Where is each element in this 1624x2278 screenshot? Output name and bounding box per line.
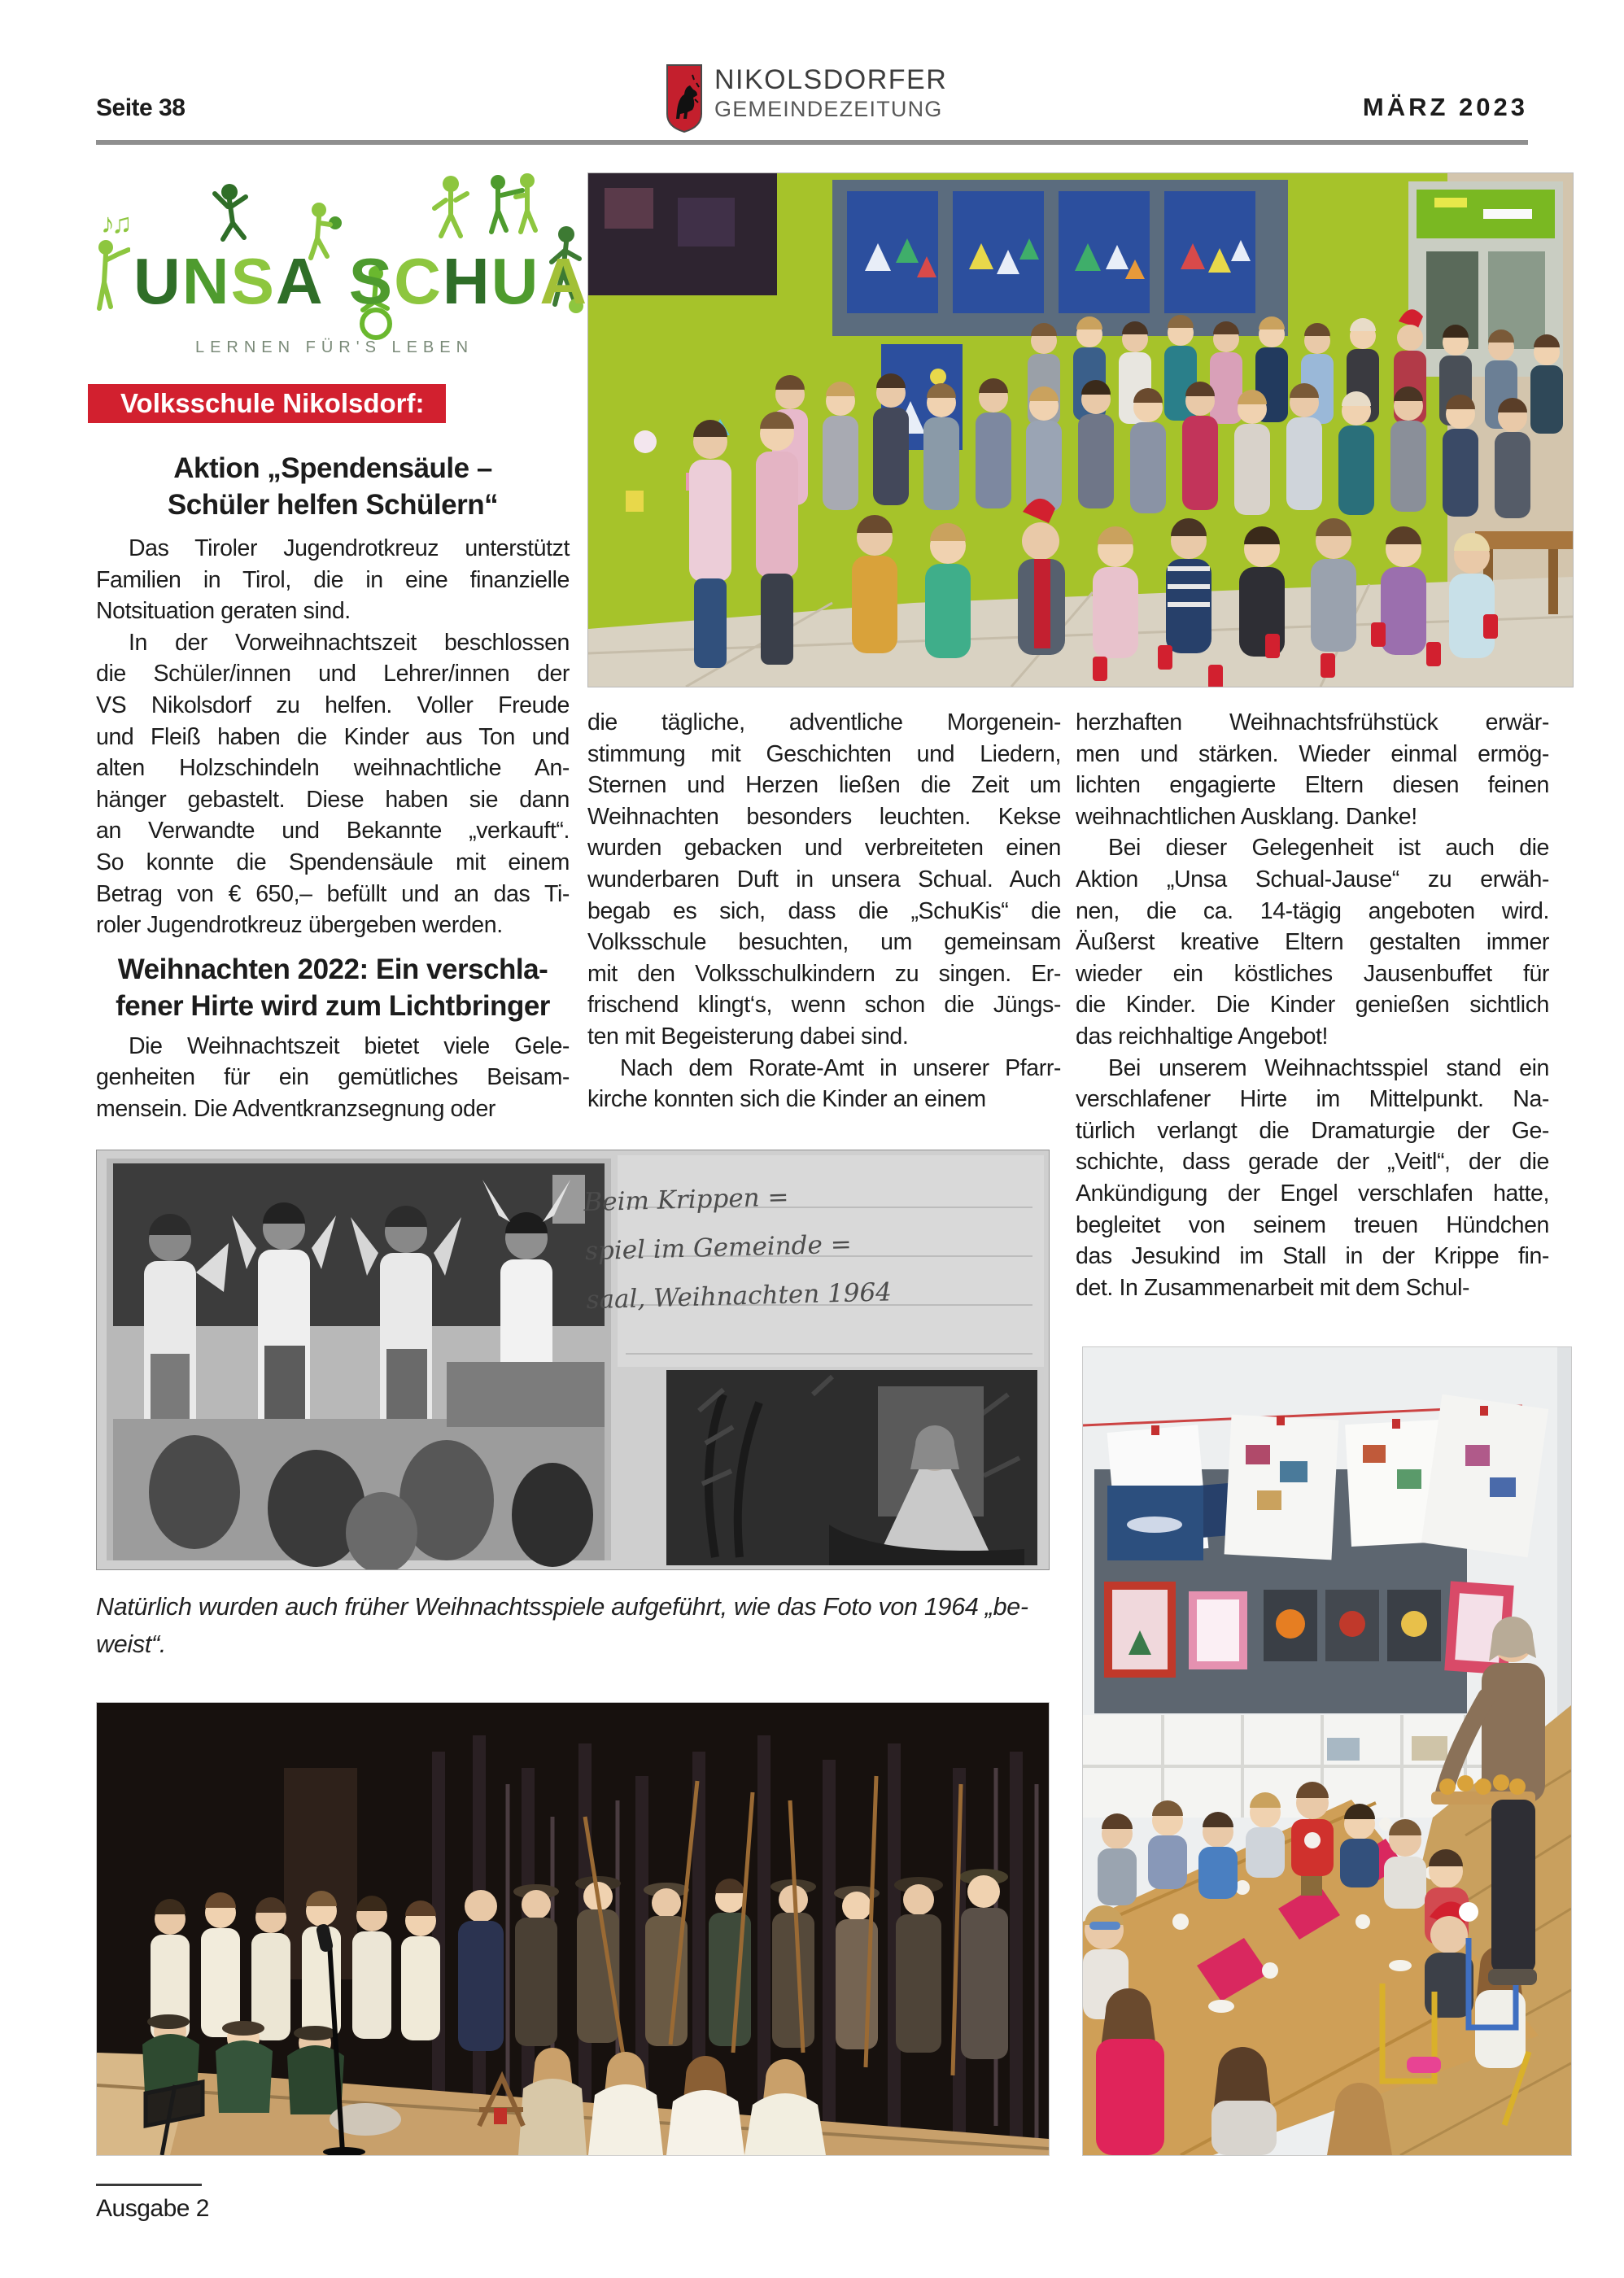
text-line: alten Holzschindeln weihnachtliche An- [96, 755, 570, 782]
class-group-photo [587, 172, 1574, 687]
nikolsdorf-crest-icon [666, 63, 703, 133]
masthead-text [714, 63, 947, 122]
jumping-child-figure-icon [210, 174, 259, 247]
page-number: Seite 38 [96, 94, 186, 121]
classroom-photo-illustration [1083, 1347, 1571, 2155]
classroom-jause-photo [1082, 1346, 1572, 2156]
masthead-subtitle: GEMEINDEZEITUNG [714, 97, 943, 121]
article-subheading [96, 951, 570, 1024]
text-line: mensein. Die Adventkranzsegnung oder [96, 1095, 496, 1122]
wooden-bench [1475, 531, 1573, 549]
text-line: spiel im Gemeinde = [584, 1229, 853, 1267]
text-line: wieder ein köstliches Jausenbuffet für [1076, 960, 1549, 987]
text-line: men und stärken. Wieder einmal ermög- [1076, 740, 1549, 767]
logo-word-unsa: UNSA [133, 245, 325, 317]
text-line: saal, Weihnachten 1964 [586, 1277, 893, 1316]
text-line: lichten engagierte Eltern diesen feinen [1076, 772, 1549, 799]
text-line: und Fleiß haben die Kinder aus Ton und [96, 723, 570, 750]
text-line: die Schüler/innen und Lehrer/innen der [96, 661, 570, 687]
text-line: Nach dem Rorate-Amt in unserer Pfarr- [620, 1054, 1061, 1081]
text-line: Beim Krippen = [583, 1182, 789, 1218]
text-line: Die Weihnachtszeit bietet viele Gele- [129, 1032, 570, 1059]
article-column-middle [587, 707, 1061, 1115]
issue-date: MÄRZ 2023 [1362, 93, 1528, 121]
nativity-play-photo [96, 1702, 1050, 2156]
text-line: die tägliche, adventliche Morgenein- [587, 709, 1061, 735]
text-line: stimmung mit Geschichten und Liedern, [587, 740, 1061, 767]
text-line: Aktion „Spendensäule – [173, 452, 492, 484]
text-line: weist“. [96, 1630, 167, 1658]
text-line: Ankündigung der Engel verschlafen hatte, [1076, 1180, 1549, 1207]
text-line: hänger gebastelt. Diese haben sie dann [96, 786, 570, 813]
logo-tagline: LERNEN FÜR'S LEBEN [194, 338, 474, 356]
text-line: die Kinder. Die Kinder genießen sichtlich [1076, 992, 1549, 1019]
text-line: genheiten für ein gemütliches Beisam- [96, 1064, 570, 1091]
text-line: So konnte die Spendensäule mit einem [96, 849, 570, 875]
text-line: wurden gebacken und verbreiteten einen [587, 835, 1061, 862]
text-line: Sternen und Herzen ließen die Zeit um [587, 772, 1061, 799]
dancing-pair-figure-icon [480, 169, 545, 242]
text-line: roler Jugendrotkreuz übergeben werden. [96, 912, 503, 939]
text-line: nen, die ca. 14-tägig angeboten wird. [1076, 897, 1549, 924]
article-body [96, 1031, 570, 1125]
text-line: VS Nikolsdorf zu helfen. Voller Freude [96, 692, 570, 718]
candle-cube [1301, 1874, 1322, 1896]
text-line: wunderbaren Duft in unsera Schual. Auch [587, 866, 1061, 892]
children-middle-row [772, 373, 1530, 518]
angels-photo [107, 1159, 611, 1569]
school-logo [101, 194, 589, 379]
text-line: Weihnachten 2022: Ein verschla- [117, 953, 548, 985]
text-line: verschlafener Hirte im Mittelpunkt. Na- [1076, 1086, 1549, 1113]
pink-sneaker [1407, 2057, 1441, 2073]
text-line: In der Vorweihnachtszeit beschlossen [129, 629, 570, 656]
article-heading [96, 450, 570, 523]
text-line: Familien in Tirol, die in eine finanzielle [96, 566, 570, 593]
handwriting-note [583, 1168, 970, 1324]
text-line: Natürlich wurden auch früher Weihnachtsspiele aufgeführt, wie das Foto von 1964 „be- [96, 1593, 1028, 1621]
text-line: frischend klingt‘s, wenn schon die Jüngs- [587, 992, 1061, 1019]
logo-wordmark [133, 244, 589, 319]
text-line: Notsituation geraten sind. [96, 598, 351, 625]
stage-photo-illustration [97, 1703, 1049, 2155]
text-line: türlich verlangt die Dramaturgie der Ge- [1076, 1117, 1549, 1144]
section-banner: Volksschule Nikolsdorf: [88, 384, 446, 423]
text-line: weihnachtlichen Ausklang. Danke! [1076, 803, 1417, 830]
dancing-girl-figure-icon [426, 172, 475, 244]
class-photo-illustration [588, 173, 1573, 687]
text-line: Äußerst kreative Eltern gestalten immer [1076, 929, 1549, 956]
text-line: Schüler helfen Schülern“ [167, 489, 499, 521]
nativity-mary-photo [666, 1370, 1037, 1565]
text-line: das Jesukind im Stall in der Krippe fin- [1076, 1243, 1549, 1270]
text-line: Volksschule besuchten, um gemeinsam [587, 929, 1061, 956]
text-line: det. In Zusammenarbeit mit dem Schul- [1076, 1274, 1470, 1301]
masthead [666, 63, 947, 133]
text-line: mit den Volksschulkindern zu singen. Er- [587, 960, 1061, 987]
text-line: herzhaften Weihnachtsfrühstück erwär- [1076, 709, 1549, 735]
text-line: schichte, dass gerade der „Veitl“, der die [1076, 1149, 1549, 1176]
text-line: Betrag von € 650,– befüllt und an das Ti- [96, 880, 570, 907]
text-line: begleitet von seinem treuen Hündchen [1076, 1211, 1549, 1238]
music-notes-icon: ♪♫ [101, 208, 129, 239]
historic-photo-1964 [96, 1150, 1050, 1570]
text-line: an Verwandte und Bekannte „verkauft“. [96, 818, 570, 844]
text-line: Bei unserem Weihnachtsspiel stand ein [1108, 1054, 1549, 1081]
logo-word-schual: SCHUA [348, 245, 589, 317]
article-column-left [96, 450, 570, 1125]
header-rule [96, 140, 1528, 145]
trumpeter-figure-icon [93, 226, 130, 316]
text-line: ten mit Begeisterung dabei sind. [587, 1023, 909, 1050]
masthead-title: NIKOLSDORFER [714, 64, 948, 95]
article-column-right [1076, 707, 1549, 1303]
article-body [96, 533, 570, 941]
text-line: kirche konnten sich die Kinder an einem [587, 1086, 986, 1113]
issue-label: Ausgabe 2 [96, 2195, 209, 2222]
text-line: fener Hirte wird zum Lichtbringer [116, 989, 550, 1022]
photo-caption [96, 1588, 1053, 1663]
text-line: Aktion „Unsa Schual-Jause“ zu erwäh- [1076, 866, 1549, 892]
text-line: das reichhaltige Angebot! [1076, 1023, 1329, 1050]
footer-rule [96, 2184, 202, 2186]
text-line: Weihnachten besonders leuchten. Kekse [587, 803, 1061, 830]
text-line: begab es sich, dass die „SchuKis“ die [587, 897, 1061, 924]
text-line: Das Tiroler Jugendrotkreuz unterstützt [129, 535, 570, 561]
text-line: Bei dieser Gelegenheit ist auch die [1108, 835, 1549, 862]
